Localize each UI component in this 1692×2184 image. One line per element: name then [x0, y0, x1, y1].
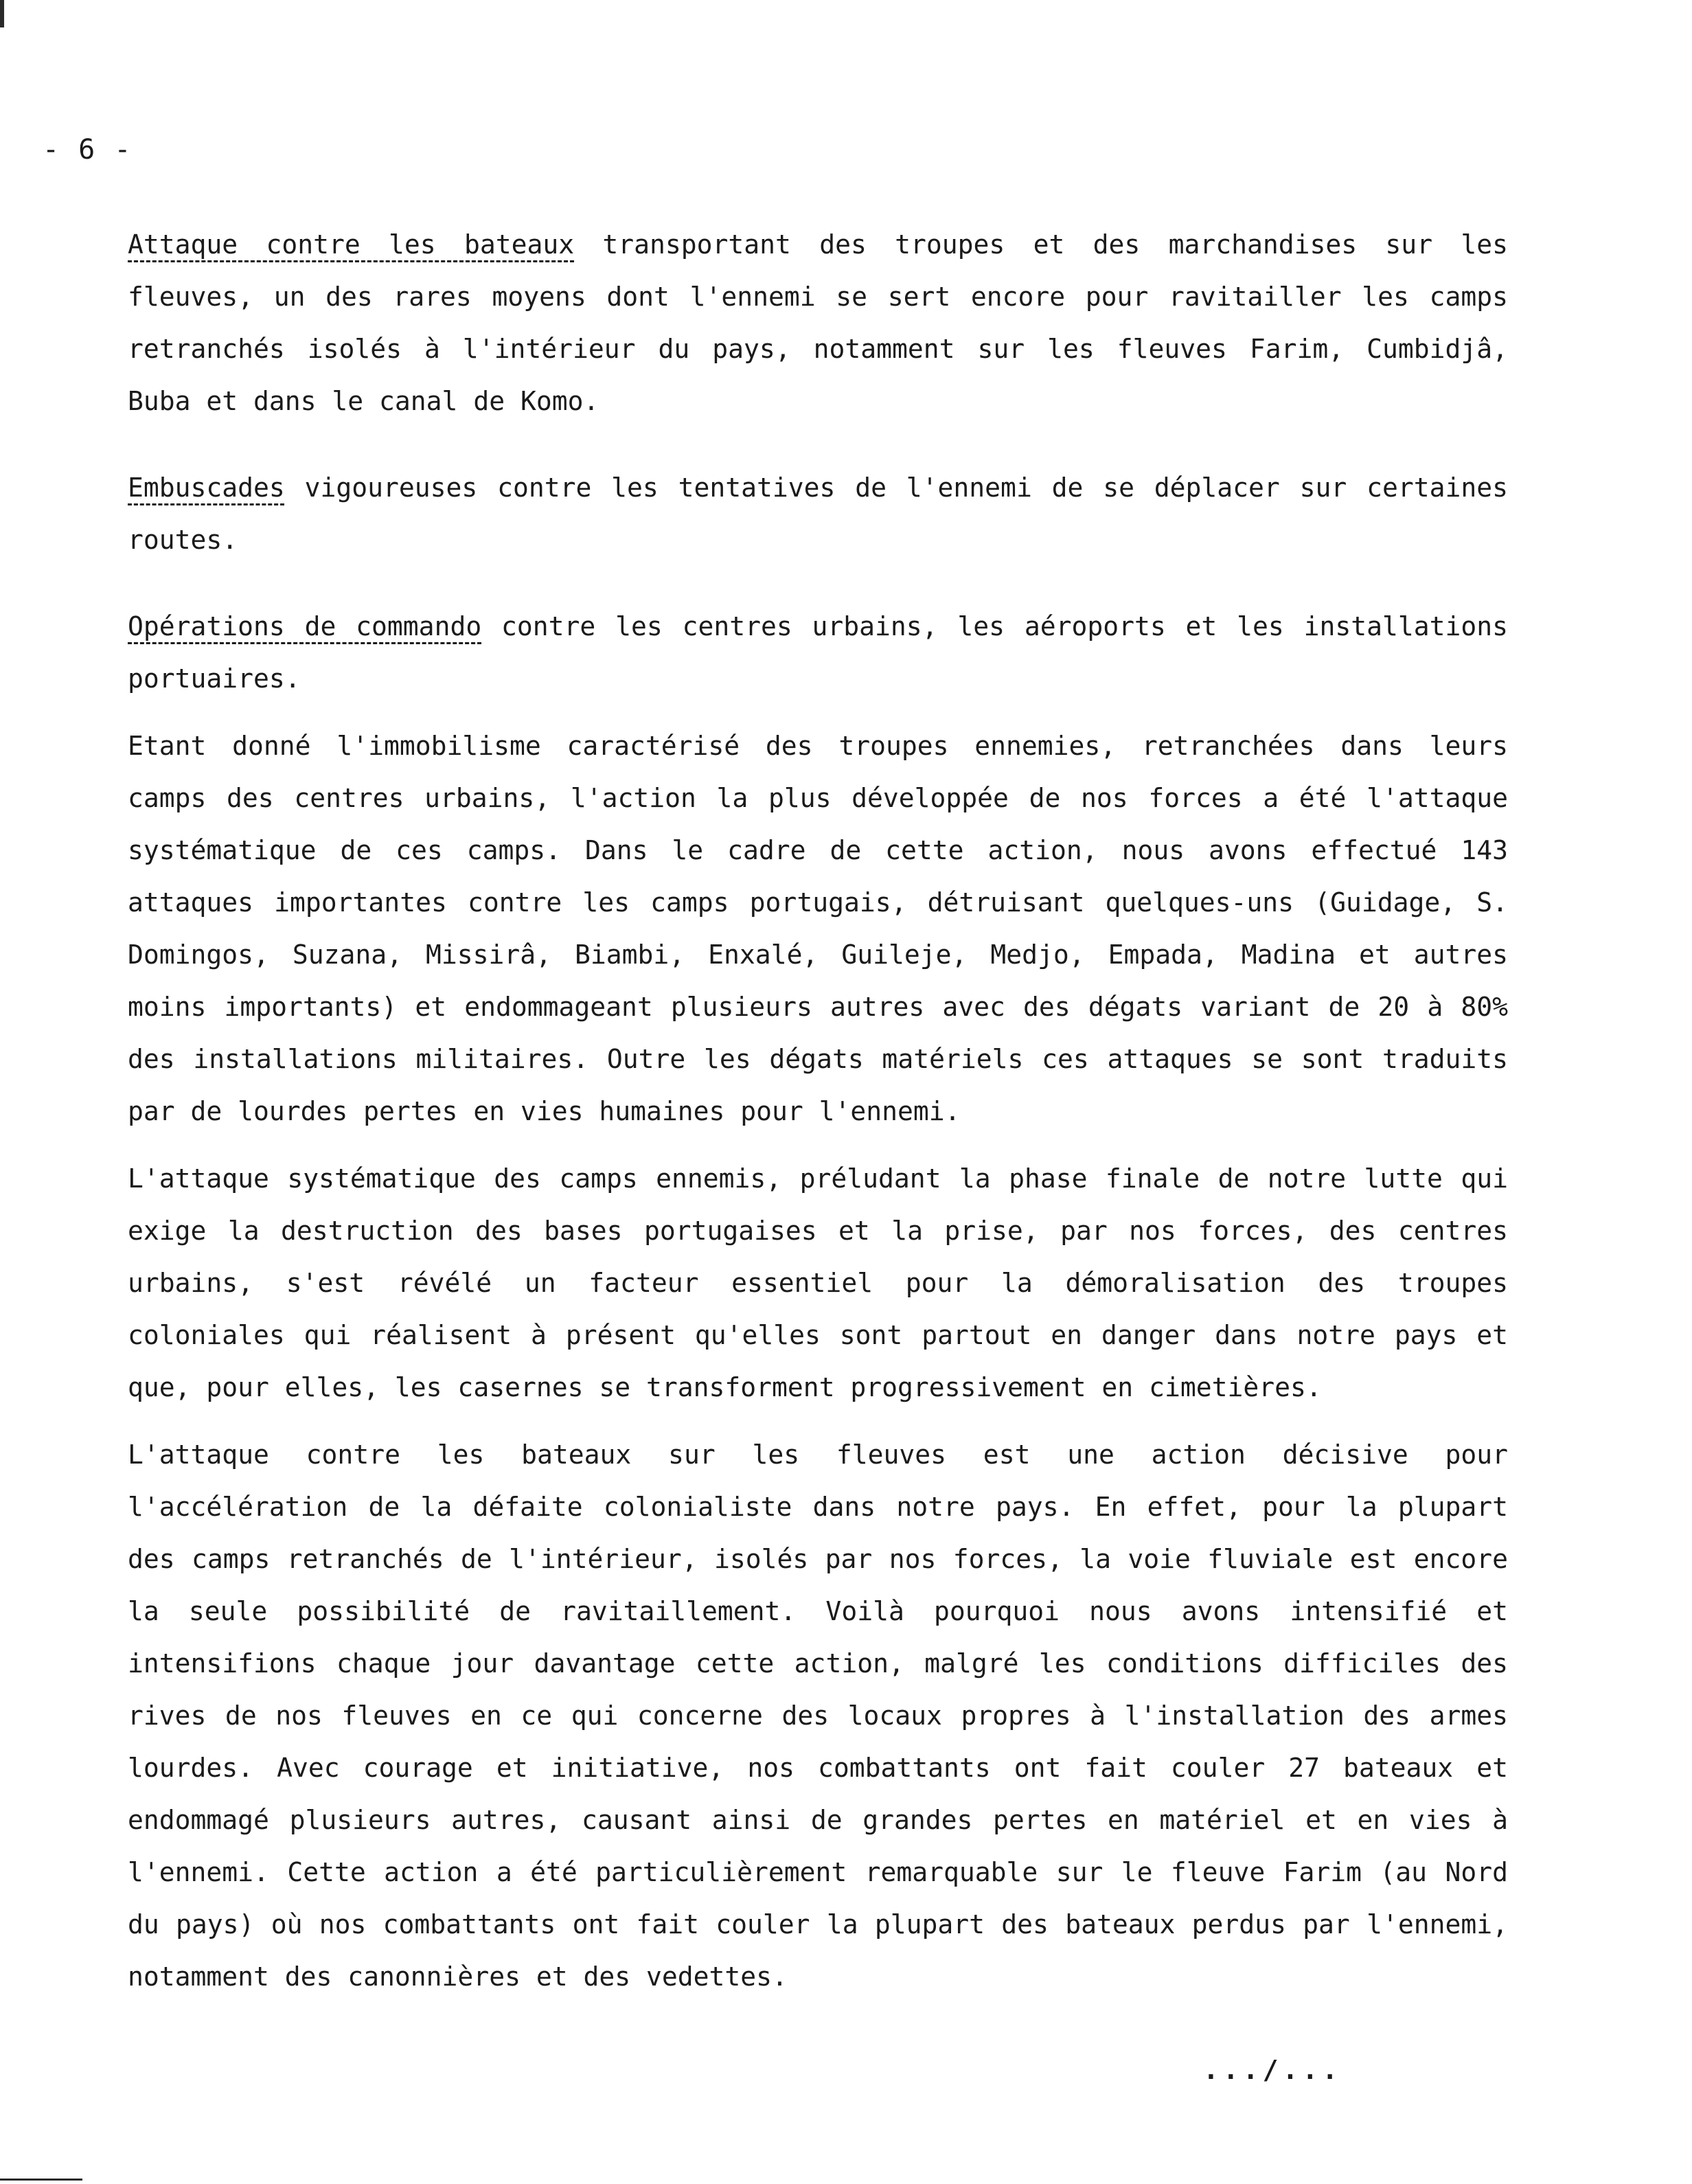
paragraph-camp-attacks — [128, 720, 1508, 1137]
paragraph-systematic-attack — [128, 1152, 1508, 1413]
body-text — [128, 218, 1508, 2003]
paragraph-text: L'attaque contre les bateaux sur les fleuves est une action décisive pour l'accélération de la défaite colonialiste dans notre pays. En effet, pour la plupart des camps retranchés de l'intérieur, isolés par nos forces, la voie fluviale est encore la seule possibilité de ravitaillement. Voilà pourquoi nous avons intensifié et intensifions chaque jour davantage cette action, malgré les conditions difficiles des rives de nos fleuves en ce qui concerne des locaux propres à l'installation des armes lourdes. Avec courage et initiative, nos combattants ont fait couler 27 bateaux et endommagé plusieurs autres, causant ainsi de grandes pertes en matériel et en vies à l'ennemi. Cette action a été particulièrement remarquable sur le fleuve Farim (au Nord du pays) où nos combattants ont fait couler la plupart des bateaux perdus par l'ennemi, notamment des canonnières et des vedettes. — [128, 1440, 1508, 1992]
continuation-marker: .../... — [1203, 2055, 1342, 2085]
scan-mark-bottom-left — [0, 2179, 82, 2181]
page-number: - 6 - — [43, 134, 133, 166]
paragraph-text: L'attaque systématique des camps ennemis, préludant la phase finale de notre lutte qui exige la destruction des bases portugaises et la prise, par nos forces, des centres urbains, s'est révélé un facteur essentiel pour la démoralisation des troupes coloniales qui réalisent à présent qu'elles sont partout en danger dans notre pays et que, pour elles, les casernes se transforment progressivement en cimetières. — [128, 1163, 1508, 1402]
paragraph-river-attacks — [128, 1429, 1508, 2003]
scan-mark-top-left — [0, 0, 4, 27]
paragraph-text: vigoureuses contre les tentatives de l'ennemi de se déplacer sur certaines routes. — [128, 473, 1508, 555]
paragraph-ambushes — [128, 462, 1508, 566]
paragraph-commando-operations — [128, 600, 1508, 705]
paragraph-text: transportant des troupes et des marchandises sur les fleuves, un des rares moyens dont l'ennemi se sert encore pour ravitailler les camps retranchés isolés à l'intérieur du pays, notamment sur les fleuves Farim, Cumbidjâ, Buba et dans le canal de Komo. — [128, 229, 1508, 416]
paragraph-lead: Embuscades — [128, 473, 285, 503]
paragraph-lead: Opérations de commando — [128, 611, 482, 641]
paragraph-boat-attacks — [128, 218, 1508, 427]
paragraph-text: Etant donné l'immobilisme caractérisé des troupes ennemies, retranchées dans leurs camps des centres urbains, l'action la plus développée de nos forces a été l'attaque systématique de ces camps. Dans le cadre de cette action, nous avons effectué 143 attaques importantes contre les camps portugais, détruisant quelques-uns (Guidage, S. Domingos, Suzana, Missirâ, Biambi, Enxalé, Guileje, Medjo, Empada, Madina et autres moins importants) et endommageant plusieurs autres avec des dégats variant de 20 à 80% des installations militaires. Outre les dégats matériels ces attaques se sont traduits par de lourdes pertes en vies humaines pour l'ennemi. — [128, 731, 1508, 1126]
paragraph-lead: Attaque contre les bateaux — [128, 229, 575, 260]
paragraph-text: contre les centres urbains, les aéroports et les installations portuaires. — [128, 611, 1508, 694]
